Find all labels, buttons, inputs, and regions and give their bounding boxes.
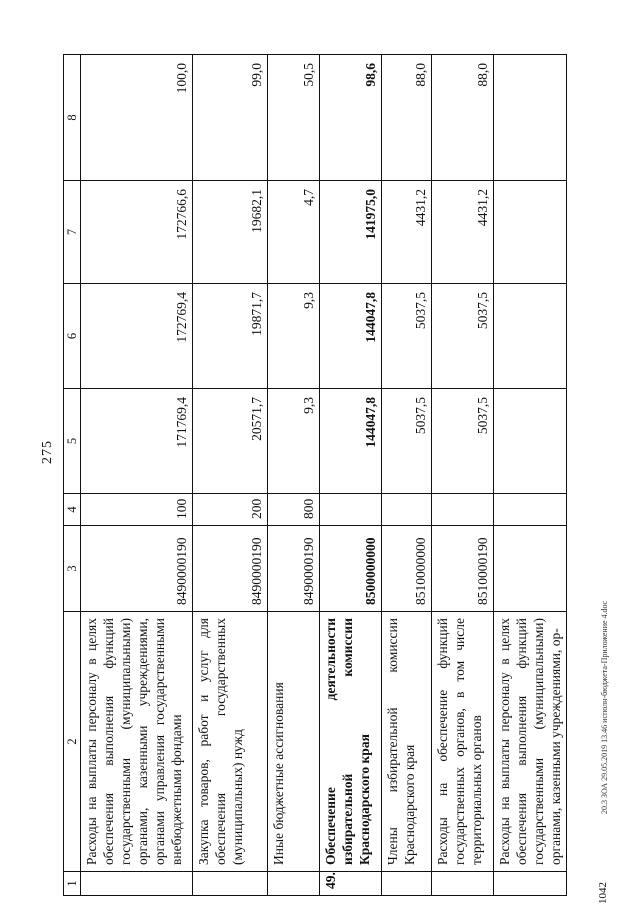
row-code	[494, 526, 567, 612]
row-value-col8: 50,5	[268, 55, 320, 181]
row-value-col6: 9,3	[268, 284, 320, 389]
row-value-col5	[494, 389, 567, 494]
row-value-col5: 9,3	[268, 389, 320, 494]
row-value-col7: 141975,0	[320, 181, 382, 284]
col-header: 3	[64, 526, 81, 612]
header-row	[64, 55, 81, 896]
row-value-col8	[494, 55, 567, 181]
row-value-col5: 5037,5	[382, 389, 432, 494]
row-name: Иные бюджетные ассигнования	[268, 612, 320, 872]
row-vr	[382, 494, 432, 526]
table-row	[432, 55, 494, 896]
row-value-col7: 172766,6	[81, 181, 193, 284]
row-value-col6: 172769,4	[81, 284, 193, 389]
row-code: 8490000190	[81, 526, 193, 612]
col-header: 7	[64, 181, 81, 284]
budget-table	[63, 54, 567, 896]
row-name: Расходы на выплаты персоналу в целях обеспечения выполнения функций государственными (муниципальными) органами, казенными учреждениями, органами управления государственными внебюджетными фондами	[81, 612, 193, 872]
col-header: 5	[64, 389, 81, 494]
page-number: 275	[40, 440, 55, 464]
row-code: 8490000190	[268, 526, 320, 612]
row-vr: 100	[81, 494, 193, 526]
row-value-col6: 19871,7	[193, 284, 268, 389]
row-name: Расходы на выплаты персоналу в целях обеспечения выполнения функций государственными (муниципальными) органами, казенными учреждениями, ор-	[494, 612, 567, 872]
row-code: 8510000190	[432, 526, 494, 612]
row-name: Расходы на обеспечение функций государственных органов, в том числе территориальных органов	[432, 612, 494, 872]
row-value-col6	[494, 284, 567, 389]
row-name: Обеспечение деятельности избирательной комиссии Краснодарского края	[320, 612, 382, 872]
row-value-col8: 98,6	[320, 55, 382, 181]
table-row	[193, 55, 268, 896]
col-header: 2	[64, 612, 81, 872]
row-code: 8510000000	[382, 526, 432, 612]
row-value-col5: 171769,4	[81, 389, 193, 494]
row-name: Члены избирательной комиссии Краснодарского края	[382, 612, 432, 872]
row-value-col5: 5037,5	[432, 389, 494, 494]
row-value-col7	[494, 181, 567, 284]
col-header: 1	[64, 872, 81, 896]
row-value-col7: 4431,2	[382, 181, 432, 284]
row-code: 8500000000	[320, 526, 382, 612]
row-number	[494, 872, 567, 896]
row-number: 49.	[320, 872, 382, 896]
row-number	[432, 872, 494, 896]
row-vr: 800	[268, 494, 320, 526]
row-value-col6: 5037,5	[382, 284, 432, 389]
table-row	[268, 55, 320, 896]
row-vr	[432, 494, 494, 526]
row-value-col8: 88,0	[382, 55, 432, 181]
row-vr	[494, 494, 567, 526]
row-number	[193, 872, 268, 896]
table-row	[320, 55, 382, 896]
row-value-col5: 144047,8	[320, 389, 382, 494]
table-row	[494, 55, 567, 896]
row-value-col6: 5037,5	[432, 284, 494, 389]
row-value-col8: 88,0	[432, 55, 494, 181]
row-number	[81, 872, 193, 896]
row-vr: 200	[193, 494, 268, 526]
row-name: Закупка товаров, работ и услуг для обеспечения государственных (муниципальных) нужд	[193, 612, 268, 872]
row-value-col6: 144047,8	[320, 284, 382, 389]
row-value-col7: 4431,2	[432, 181, 494, 284]
col-header: 4	[64, 494, 81, 526]
row-vr	[320, 494, 382, 526]
row-value-col7: 19682,1	[193, 181, 268, 284]
row-number	[268, 872, 320, 896]
file-footer: 20.3 ЗОА 29.05.2019 13.46 исполн-бюджета-Приложение 4.doc	[600, 600, 609, 814]
row-value-col7: 4,7	[268, 181, 320, 284]
table-row	[382, 55, 432, 896]
col-header: 8	[64, 55, 81, 181]
row-code: 8490000190	[193, 526, 268, 612]
row-value-col8: 99,0	[193, 55, 268, 181]
side-page-number: 1042	[597, 882, 609, 904]
table-row	[81, 55, 193, 896]
row-value-col5: 20571,7	[193, 389, 268, 494]
row-number	[382, 872, 432, 896]
col-header: 6	[64, 284, 81, 389]
row-value-col8: 100,0	[81, 55, 193, 181]
